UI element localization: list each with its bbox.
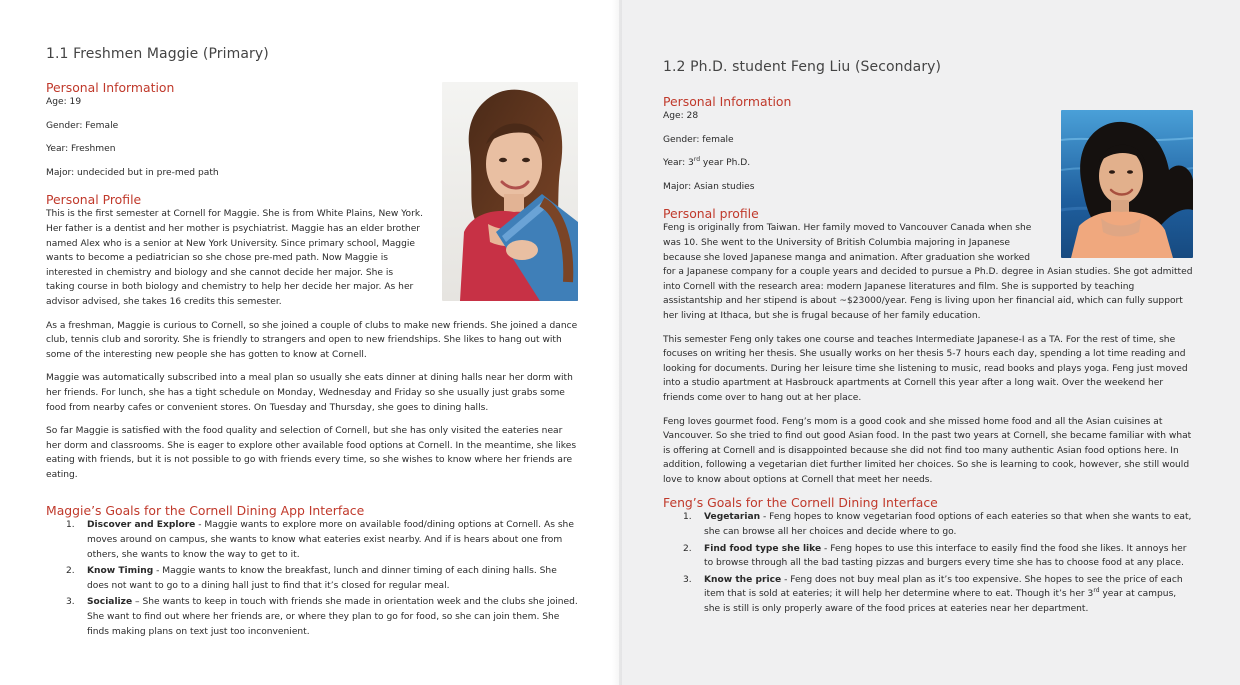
maggie-photo [442,82,578,301]
personal-info-heading: Personal Information [46,80,175,95]
goal-item [704,542,1193,571]
goal-title: Socialize [87,597,133,608]
goal-text: – She wants to keep in touch with friends she made in orientation week and the clubs she joined. She want to find out where her friends are, or where they plan to go for food, so she can join them. She finds making plans on text just too inconvenient. [87,597,578,637]
profile-line: was 10. She went to the University of British Columbia majoring in Japanese [663,237,1011,248]
goal-text: - Feng hopes to know vegetarian food options of each eateries so that when she wants to eat, she can browse all her choices and decide where to go. [704,512,1192,538]
year-prefix: Year: 3 [663,158,694,169]
info-age: Age: 28 [663,111,699,121]
persona-title: 1.2 Ph.D. student Feng Liu (Secondary) [663,59,942,75]
info-major: Major: Asian studies [663,181,755,192]
goals-heading: Feng’s Goals for the Cornell Dining Interface [663,495,938,511]
goals-heading: Maggie’s Goals for the Cornell Dining App Interface [46,503,365,519]
persona-title: 1.1 Freshmen Maggie (Primary) [46,46,269,62]
profile-line: wants to become a pediatrician so she chose pre-med path. Now Maggie is [46,253,388,264]
paragraph: So far Maggie is satisfied with the food quality and selection of Cornell, but she has only visited the eateries near her dorm and classrooms. She is eager to explore other available food options at Cornell. In the meantime, she likes eating with friends, but it is not possible to go with friends every time, so she wishes to know where her friends are eating. [46,426,577,480]
info-gender: Gender: Female [46,120,119,131]
profile-line: advisor advised, she takes 16 credits this semester. [46,296,282,307]
goal-ordinal: rd [1093,587,1100,595]
page-right [619,0,1240,685]
goal-item [704,573,1193,617]
goal-text: year at campus, she is still is only properly aware of the food prices at eateries near her department. [704,589,1177,615]
paragraph: Feng loves gourmet food. Feng’s mom is a good cook and she missed home food and all the Asian cuisines at Vancouver. So she tried to find out good Asian food. In the past two years at Cornell, she became familiar with what is offering at Cornell and is disappointed because she did not find too many authentic Asian food options here. In addition, following a vegetarian diet further limited her choices. So she is learning to cook, however, she still would love to know about options at Cornell that meet her needs. [663,416,1192,485]
goal-title: Discover and Explore [87,520,196,531]
info-major: Major: undecided but in pre-med path [46,167,219,178]
goal-item [704,510,1193,539]
goal-item [87,564,579,593]
goal-text: - Feng hopes to use this interface to easily find the food she likes. It annoys her to browse through all the bad tasting pizzas and burgers every time she has to choose food at any place. [704,543,1187,569]
goal-item [87,595,579,639]
goal-text: - Maggie wants to know the breakfast, lunch and dinner timing of each dining halls. She does not want to go to a dining hall just to find that it’s closed for regular meal. [87,566,557,591]
paragraph: Maggie was automatically subscribed into a meal plan so usually she eats dinner at dining halls near her dorm with her friends. For lunch, she has a tight schedule on Monday, Wednesday and Friday so she usually just grabs some food from nearby cafes or convenient stores. On Tuesday and Thursday, she goes to dining halls. [46,373,573,413]
profile-line: interested in chemistry and biology and she cannot decide her major. She is [46,267,394,278]
profile-line: Her father is a dentist and her mother is psychiatrist. Maggie has an elder brother [46,223,421,234]
goal-item [87,518,579,562]
profile-line: because she loved Japanese manga and animation. After graduation she worked [663,252,1031,263]
info-year: Year: Freshmen [46,144,116,155]
personal-profile-heading: Personal Profile [46,192,142,208]
info-age: Age: 19 [46,97,82,107]
info-gender: Gender: female [663,134,734,145]
goal-text: - Maggie wants to explore more on available food/dining options at Cornell. As she moves around on campus, she wants to know what eateries exist nearby. And if is hears about one from others, she wants to know the way to get to it. [87,520,574,560]
page-gutter [612,0,622,685]
profile-text [46,207,424,309]
paragraph: As a freshman, Maggie is curious to Cornell, so she joined a couple of clubs to make new friends. She joined a dance club, tennis club and sorority. She is friendly to strangers and open to new friendships. She likes to hang out with some of the interesting new people she has gotten to know at Cornell. [46,320,578,360]
profile-line: Feng is originally from Taiwan. Her family moved to Vancouver Canada when she [663,223,1032,234]
goal-title: Vegetarian [704,512,761,523]
feng-photo [1061,110,1193,258]
profile-text-narrow [663,221,1045,265]
goal-title: Know Timing [87,566,154,577]
profile-line: named Alex who is a senior at New York University. Since primary school, Maggie [46,238,415,249]
goal-text: - Feng does not buy meal plan as it’s too expensive. She hopes to see the price of each item that is sold at eateries; it will help her determine where to eat. Though it’s her 3 [704,574,1183,600]
goals-list [663,510,1193,616]
goal-title: Know the price [704,574,782,585]
year-suffix: year Ph.D. [700,158,751,169]
goal-title: Find food type she like [704,543,822,554]
personal-info-heading: Personal Information [663,94,792,109]
personal-profile-heading: Personal profile [663,206,759,222]
profile-text-rest: for a Japanese company for a couple years and decided to pursue a Ph.D. degree in Asian studies. She got admitted into Cornell with the research area: modern Japanese literatures and film. She is supported by teaching assistantship and her stipend is about ~$23000/year. Feng is living upon her financial aid, which can fully support her living at Ithaca, but she is frugal because of her family education. [663,267,1193,321]
goals-list [46,518,579,639]
profile-line: taking course in both biology and chemistry to help her decide her major. As her [46,282,414,293]
paragraph: This semester Feng only takes one course and teaches Intermediate Japanese-I as a TA. For the rest of time, she focuses on writing her thesis. She usually works on her thesis 5-7 hours each day, spending a lot time reading and looking for documents. During her leisure time she listening to music, read books and plays yoga. Feng just moved into a studio apartment at Hasbrouck apartments at Cornell this year after a long wait. Over the weekend her friends come over to hang out at her place. [663,334,1188,403]
profile-line: This is the first semester at Cornell for Maggie. She is from White Plains, New York. [46,209,423,220]
year-ordinal: rd [693,156,701,164]
